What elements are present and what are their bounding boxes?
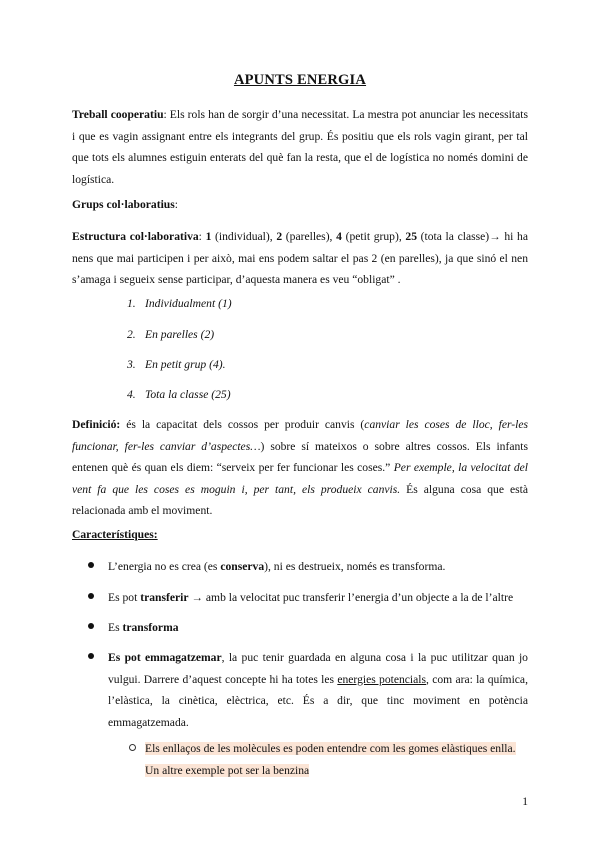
text: : <box>198 230 206 243</box>
list-number: 4. <box>127 388 136 401</box>
italic-text: canviar les coses de lloc, fer-les funcionar, fer-les canviar d’aspectes… <box>72 418 528 453</box>
number-4: 4 <box>336 230 342 243</box>
bullet-item <box>88 587 528 609</box>
bullet-dot-icon <box>88 653 94 659</box>
text: (tota la classe)→ hi ha nens que mai participen i per això, mai ens podem saltar el pas 2 (en parelles), ja que sinó el nen s’amaga i segueix sense participar, d’aquesta manera es veu “obligat” . <box>72 230 528 286</box>
text: , com ara: la química, l’elàstica, la cinètica, elèctrica, etc. És a dir, que tinc moviment en potència emmagatzemada. <box>108 672 528 729</box>
bullet-item <box>88 617 528 639</box>
list-text: En parelles (2) <box>145 328 215 341</box>
underlined-text: energies potencials <box>337 672 427 686</box>
term-definicio: Definició: <box>72 418 121 431</box>
term-estructura: Estructura col·laborativa <box>72 230 199 243</box>
bold-text: transferir <box>140 591 189 604</box>
heading-grups-collaboratius <box>72 194 528 216</box>
heading-caracteristiques <box>72 524 528 546</box>
text: ) sobre sí mateixos o sobre altres cossos. Els infants entenen què és quan els diem: “serveix per fer funcionar les coses.” <box>72 439 528 474</box>
list-item <box>127 328 214 341</box>
heading-text: Grups col·laboratius <box>72 198 175 211</box>
text: És alguna cosa que està relacionada amb el moviment. <box>72 482 529 517</box>
text: , la puc tenir guardada en alguna cosa i la puc utilitzar quan jo vulgui. Darrere d’aquest concepte hi ha totes les <box>108 651 528 686</box>
heading-colon: : <box>174 198 178 211</box>
paragraph-treball-cooperatiu <box>72 104 528 190</box>
bold-text: transforma <box>122 621 179 634</box>
text: → amb la velocitat puc transferir l’energia d’un objecte a la de l’altre <box>188 591 514 604</box>
bullet-dot-icon <box>88 623 94 629</box>
italic-text: Per exemple, la velocitat del vent fa que les coses es moguin i, per tant, els produeix canvis. <box>72 461 528 496</box>
list-text: Tota la classe (25) <box>145 388 231 401</box>
heading-text: Característiques: <box>72 528 158 541</box>
list-text: Individualment (1) <box>145 297 232 310</box>
list-item <box>127 388 231 401</box>
paragraph-estructura <box>72 226 528 291</box>
list-text: En petit grup (4). <box>145 358 226 371</box>
text: (parelles), <box>282 230 337 243</box>
bullet-text <box>108 587 528 609</box>
term-treball-cooperatiu: Treball cooperatiu <box>72 108 164 121</box>
list-number: 3. <box>127 358 136 371</box>
bullet-text <box>108 617 528 639</box>
highlighted-text: Els enllaços de les molècules es poden entendre com les gomes elàstiques enlla. Un altre exemple pot ser la benzina <box>145 742 516 777</box>
text: és la capacitat dels cossos per produir canvis ( <box>120 418 365 431</box>
bullet-text <box>108 556 528 578</box>
sub-bullet-text <box>145 738 528 781</box>
text: ), ni es destrueix, només es transforma. <box>264 560 446 573</box>
text: Es pot <box>108 591 141 604</box>
bold-text: Es pot emmagatzemar <box>108 651 222 664</box>
bullet-dot-icon <box>88 593 94 599</box>
text: (individual), <box>211 230 277 243</box>
bullet-item <box>88 647 528 733</box>
text: Es <box>108 621 123 634</box>
sub-bullet-item <box>127 738 528 781</box>
text: L’energia no es crea (es <box>108 560 221 573</box>
list-item <box>127 297 232 310</box>
circle-bullet-icon <box>129 744 136 751</box>
number-2: 2 <box>276 230 283 243</box>
bullet-text <box>108 647 528 733</box>
page-number: 1 <box>522 796 528 808</box>
number-25: 25 <box>405 230 417 243</box>
bold-text: conserva <box>220 560 265 573</box>
bullet-item <box>88 556 528 578</box>
number-1: 1 <box>205 230 212 243</box>
list-item <box>127 358 226 371</box>
paragraph-text: : Els rols han de sorgir d’una necessitat. La mestra pot anunciar les necessitats i que es vagin assignant entre els integrants del grup. És positiu que els rols vagin girant, per tal que tots els alumnes estiguin enterats del què fan la resta, que el de logística no només domini de logística. <box>72 108 528 186</box>
list-number: 1. <box>127 297 136 310</box>
paragraph-definicio <box>72 414 528 522</box>
list-number: 2. <box>127 328 136 341</box>
bullet-dot-icon <box>88 562 94 568</box>
text: (petit grup), <box>341 230 406 243</box>
page-title: APUNTS ENERGIA <box>233 72 367 88</box>
